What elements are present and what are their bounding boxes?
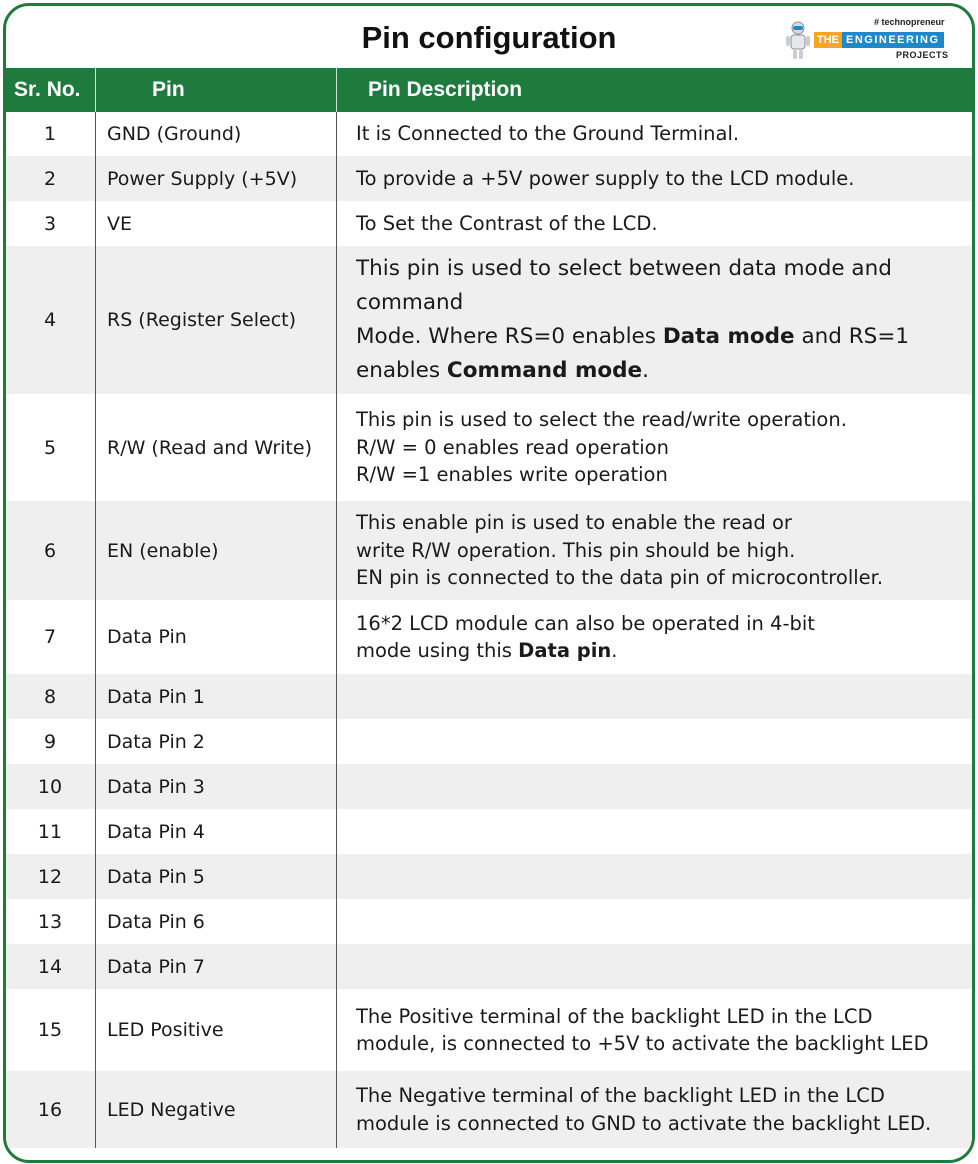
description-text: and RS=1 <box>794 324 910 349</box>
page-title: Pin configuration <box>361 20 617 55</box>
description-text: R/W = 0 enables read operation <box>356 435 669 459</box>
description-line <box>356 1003 929 1031</box>
table-row <box>6 394 972 501</box>
description-line <box>356 637 815 665</box>
sr-no-cell: 3 <box>43 212 57 235</box>
table-row <box>6 600 972 674</box>
pin-description-cell <box>356 201 968 246</box>
description-text: Mode. Where RS=0 enables <box>356 324 663 349</box>
description-line <box>356 320 909 354</box>
pin-name-cell: Data Pin 1 <box>107 685 205 708</box>
pin-name-cell: EN (enable) <box>107 539 219 562</box>
sr-no-cell: 1 <box>43 123 57 145</box>
description-text: write R/W operation. This pin should be high. <box>356 538 796 562</box>
description-line <box>356 564 883 592</box>
description-text: R/W =1 enables write operation <box>356 463 668 487</box>
description-text: module, is connected to +5V to activate the backlight LED <box>356 1032 929 1055</box>
pin-name-cell: Data Pin 3 <box>107 775 205 798</box>
table-row <box>6 156 972 201</box>
sr-no-cell: 2 <box>43 167 57 190</box>
pin-name-cell: RS (Register Select) <box>107 309 297 331</box>
table-row <box>6 1071 972 1148</box>
table-row <box>6 944 972 989</box>
pin-description-cell <box>356 674 968 719</box>
description-line <box>356 286 909 320</box>
description-text: . <box>642 358 649 383</box>
table-row <box>6 674 972 719</box>
pin-name-cell: LED Positive <box>107 1019 224 1041</box>
logo-word-the: THE <box>814 32 842 48</box>
sr-no-cell: 4 <box>43 309 57 331</box>
pin-name-cell: Data Pin 6 <box>107 910 205 933</box>
description-text: To provide a +5V power supply to the LCD module. <box>356 166 855 190</box>
sr-no-cell: 16 <box>37 1098 63 1121</box>
description-text: mode using this <box>356 639 519 662</box>
description-text: To Set the Contrast of the LCD. <box>356 211 658 235</box>
pin-name-cell: Data Pin 5 <box>107 865 205 888</box>
column-divider-1 <box>95 112 96 1148</box>
robot-icon <box>784 20 812 60</box>
pin-name-cell: VE <box>107 212 133 235</box>
description-text: This enable pin is used to enable the read or <box>356 511 792 535</box>
table-row <box>6 899 972 944</box>
pin-description-cell <box>356 989 968 1071</box>
header-divider <box>95 68 96 112</box>
table-row <box>6 989 972 1071</box>
description-line <box>356 509 883 537</box>
description-text: The Negative terminal of the backlight LED in the LCD <box>356 1084 885 1107</box>
header-sr-no: Sr. No. <box>14 78 81 101</box>
pin-description-cell <box>356 156 968 201</box>
table-row <box>6 201 972 246</box>
logo-tagline: # technopreneur <box>874 17 945 27</box>
description-text: module is connected to GND to activate the backlight LED. <box>356 1111 932 1135</box>
description-line <box>356 165 854 193</box>
pin-name-cell: R/W (Read and Write) <box>107 436 312 459</box>
description-bold-text: Command mode <box>446 358 643 383</box>
table-row <box>6 719 972 764</box>
description-line <box>356 610 815 638</box>
pin-description-cell <box>356 600 968 674</box>
column-divider-2 <box>336 112 337 1148</box>
sr-no-cell: 12 <box>37 865 63 888</box>
pin-name-cell: LED Negative <box>107 1098 236 1121</box>
description-line <box>356 1082 931 1110</box>
engineering-projects-logo <box>784 16 954 64</box>
sr-no-cell: 15 <box>37 1019 63 1041</box>
description-bold-text: Data pin <box>518 639 612 662</box>
description-line <box>356 120 739 148</box>
pin-name-cell: GND (Ground) <box>107 123 242 145</box>
description-text: The Positive terminal of the backlight LED in the LCD <box>356 1004 873 1028</box>
description-text: 16*2 LCD module can also be operated in 4-bit <box>356 611 815 635</box>
description-text: EN pin is connected to the data pin of microcontroller. <box>356 566 884 590</box>
table-row <box>6 112 972 156</box>
table-row <box>6 854 972 899</box>
pin-description-cell <box>356 719 968 764</box>
description-line <box>356 434 847 462</box>
title-bar <box>6 6 972 68</box>
table-header <box>6 68 972 112</box>
description-line <box>356 537 883 565</box>
pin-name-cell: Data Pin <box>107 626 187 648</box>
pin-description-cell <box>356 1071 968 1148</box>
table-row <box>6 501 972 600</box>
table-row <box>6 246 972 394</box>
description-text: enables <box>356 358 447 383</box>
description-line <box>356 461 847 489</box>
description-text: It is Connected to the Ground Terminal. <box>356 122 740 146</box>
sr-no-cell: 14 <box>37 955 63 978</box>
pin-description-cell <box>356 899 968 944</box>
pin-description-cell <box>356 112 968 156</box>
pin-description-cell <box>356 809 968 854</box>
description-line <box>356 1030 929 1058</box>
sr-no-cell: 7 <box>43 626 57 648</box>
pin-description-cell <box>356 854 968 899</box>
sr-no-cell: 13 <box>37 910 63 933</box>
header-divider <box>336 68 337 112</box>
description-text: . <box>611 639 618 662</box>
table-row <box>6 764 972 809</box>
header-pin-description: Pin Description <box>368 78 523 101</box>
description-text: This pin is used to select the read/write operation. <box>356 408 847 432</box>
sr-no-cell: 11 <box>37 820 63 843</box>
pin-description-cell <box>356 944 968 989</box>
logo-word-engineering: ENGINEERING <box>842 32 944 48</box>
sr-no-cell: 6 <box>43 539 57 562</box>
pin-description-cell <box>356 394 968 501</box>
table-row <box>6 809 972 854</box>
description-line <box>356 406 847 434</box>
description-line <box>356 1110 931 1138</box>
pin-description-cell <box>356 246 968 394</box>
pin-name-cell: Power Supply (+5V) <box>107 167 298 190</box>
description-text: command <box>356 290 464 315</box>
sr-no-cell: 8 <box>43 685 57 708</box>
description-line <box>356 354 909 388</box>
sr-no-cell: 9 <box>43 730 57 753</box>
description-line <box>356 210 658 238</box>
description-text: This pin is used to select between data mode and <box>356 256 892 281</box>
pin-name-cell: Data Pin 7 <box>107 955 205 978</box>
pin-name-cell: Data Pin 2 <box>107 730 205 753</box>
pin-description-cell <box>356 501 968 600</box>
pin-name-cell: Data Pin 4 <box>107 820 205 843</box>
pin-configuration-panel <box>3 3 975 1163</box>
pin-description-cell <box>356 764 968 809</box>
sr-no-cell: 5 <box>43 436 57 459</box>
description-bold-text: Data mode <box>662 324 795 349</box>
header-pin: Pin <box>152 78 185 101</box>
sr-no-cell: 10 <box>37 775 63 798</box>
description-line <box>356 252 909 286</box>
logo-word-projects: PROJECTS <box>896 50 949 60</box>
